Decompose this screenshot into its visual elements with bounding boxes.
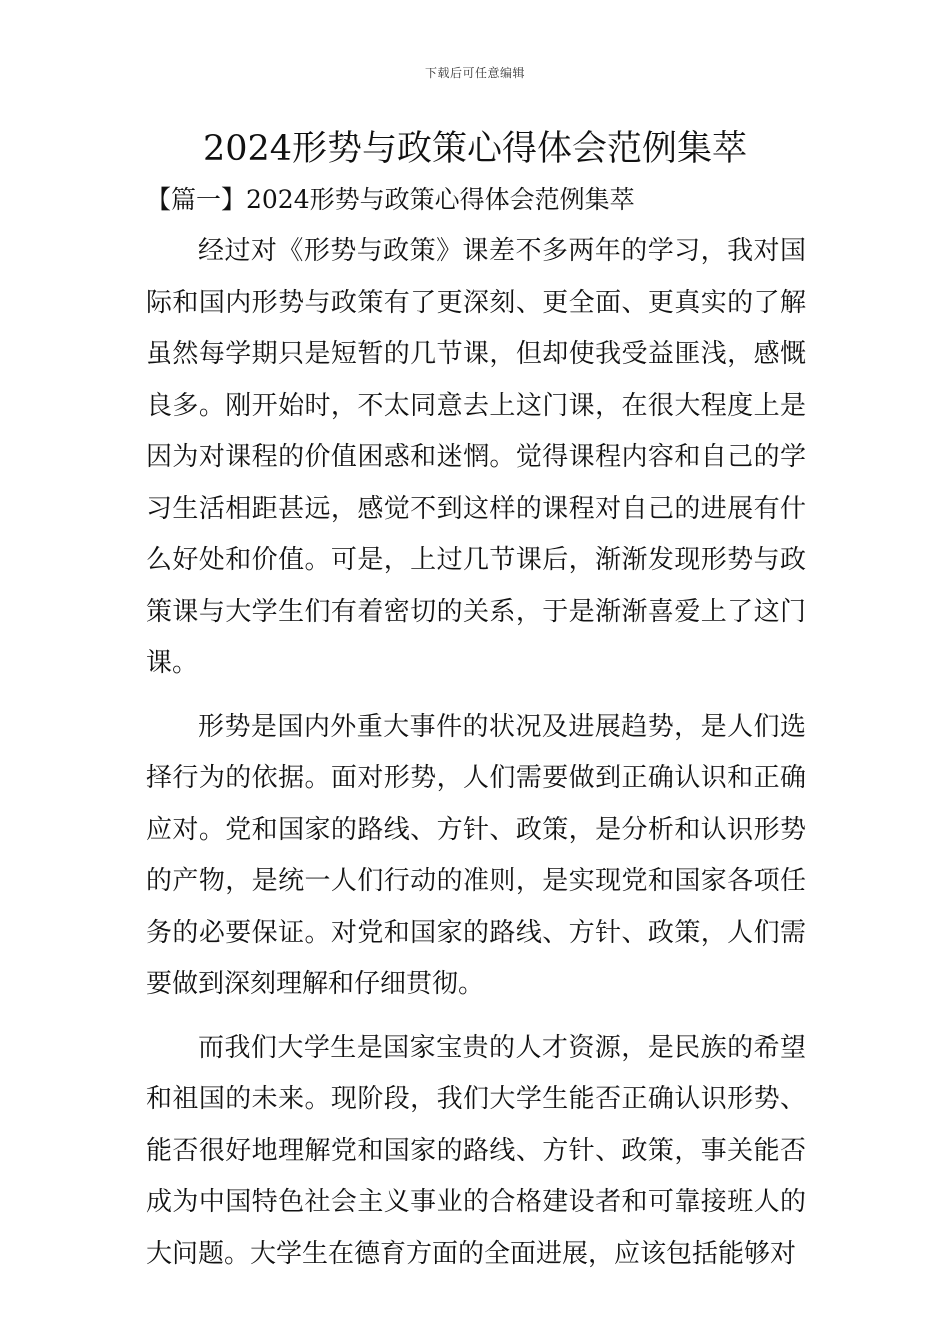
body-paragraph: 经过对《形势与政策》课差不多两年的学习，我对国际和国内形势与政策有了更深刻、更全面、更真实的了解虽然每学期只是短暂的几节课，但却使我受益匪浅，感慨良多。刚开始时，不太同意去上这门课，在很大程度上是因为对课程的价值困惑和迷惘。觉得课程内容和自己的学习生活相距甚远，感觉不到这样的课程对自己的进展有什么好处和价值。可是，上过几节课后，渐渐发现形势与政策课与大学生们有着密切的关系，于是渐渐喜爱上了这门课。: [146, 236, 806, 678]
section-heading: 【篇一】2024形势与政策心得体会范例集萃: [146, 185, 635, 214]
document-body: [146, 226, 806, 1292]
body-paragraph: 形势是国内外重大事件的状况及进展趋势，是人们选择行为的依据。面对形势，人们需要做到正确认识和正确应对。党和国家的路线、方针、政策，是分析和认识形势的产物，是统一人们行动的准则，是实现党和国家各项任务的必要保证。对党和国家的路线、方针、政策，人们需要做到深刻理解和仔细贯彻。: [146, 711, 806, 999]
body-paragraph: 而我们大学生是国家宝贵的人才资源，是民族的希望和祖国的未来。现阶段，我们大学生能否正确认识形势、能否很好地理解党和国家的路线、方针、政策，事关能否成为中国特色社会主义事业的合格建设者和可靠接班人的大问题。大学生在德育方面的全面进展，应该包括能够对: [146, 1032, 806, 1269]
document-title: 2024形势与政策心得体会范例集萃: [202, 129, 748, 169]
header-note: 下载后可任意编辑: [424, 66, 525, 80]
